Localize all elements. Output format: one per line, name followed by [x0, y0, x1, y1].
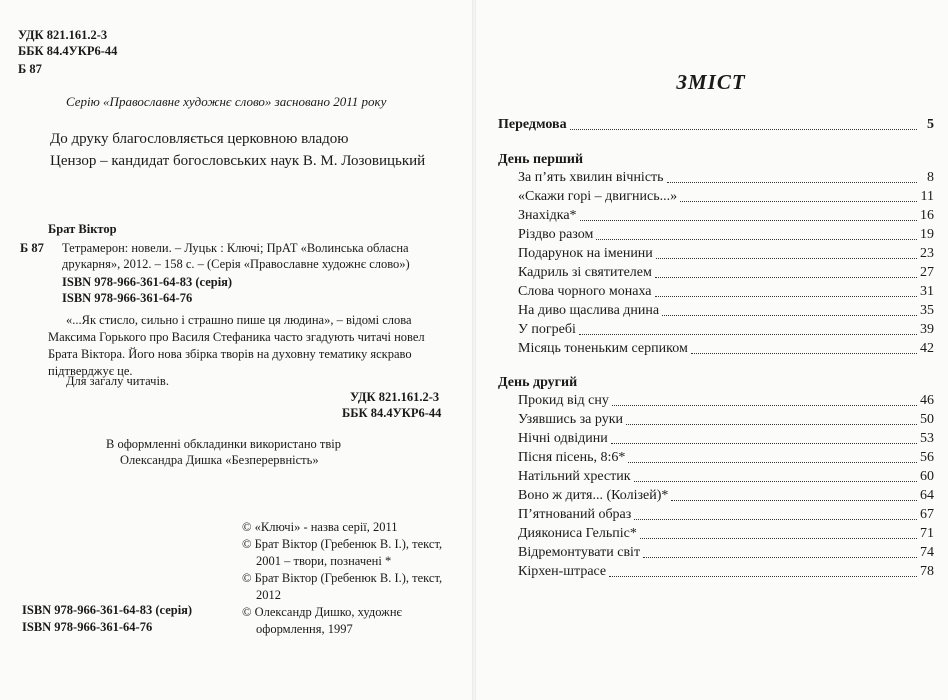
author-mark: Б 87 — [18, 62, 42, 76]
readers-note: Для загалу читачів. — [66, 374, 169, 388]
contents-page — [474, 0, 948, 700]
cover-credit-line: Олександра Дишка «Безперервність» — [120, 453, 319, 467]
toc-row: Різдво разом 19 — [518, 227, 934, 242]
copyright-line: © «Ключі» - назва серії, 2011 — [242, 520, 398, 534]
toc-row: Слова чорного монаха 31 — [518, 284, 934, 299]
annotation-line: Брата Віктора. Його нова збірка творів на духовну тематику яскраво — [48, 347, 412, 361]
toc-row: Пісня пісень, 8:6* 56 — [518, 450, 934, 465]
copyright-line: © Олександр Дишко, художнє — [242, 605, 402, 619]
copyright-line: оформлення, 1997 — [256, 622, 353, 636]
series-note: Серію «Православне художнє слово» засновано 2011 року — [66, 94, 387, 109]
copyright-line: 2001 – твори, позначені * — [256, 554, 392, 568]
biblio-line-2: друкарня», 2012. – 158 с. – (Серія «Православне художнє слово») — [62, 257, 410, 271]
bbk-code-bottom: ББК 84.4УКР6-44 — [342, 406, 442, 420]
toc-row: «Скажи горі – двигнись...» 11 — [518, 189, 934, 204]
copyright-line: 2012 — [256, 588, 281, 602]
toc-row: Кірхен-штрасе 78 — [518, 564, 934, 579]
blessing-line: До друку благословляється церковною владою — [50, 131, 349, 147]
author-name: Брат Віктор — [48, 222, 117, 236]
toc-row: Натільний хрестик 60 — [518, 469, 934, 484]
toc-row: Нічні одвідини 53 — [518, 431, 934, 446]
classification-code: Б 87 — [20, 241, 44, 255]
toc-row: Воно ж дитя... (Колізей)* 64 — [518, 488, 934, 503]
toc-row: Диякониса Гельпіс* 71 — [518, 526, 934, 541]
biblio-line-1: Тетрамерон: новели. – Луцьк : Ключі; ПрАТ «Волинська обласна — [62, 241, 409, 255]
censor-line: Цензор – кандидат богословських наук В. М. Лозовицький — [50, 153, 426, 169]
toc-row: Знахідка* 16 — [518, 208, 934, 223]
toc-row: Кадриль зі святителем 27 — [518, 265, 934, 280]
udk-code-bottom: УДК 821.161.2-3 — [350, 390, 440, 404]
leader-dots — [570, 129, 917, 130]
isbn-series-bottom: ISBN 978-966-361-64-83 (серія) — [22, 603, 193, 617]
cover-credit-line: В оформленні обкладинки використано твір — [106, 437, 341, 451]
isbn-series: ISBN 978-966-361-64-83 (серія) — [62, 275, 233, 289]
annotation-line: «...Як стисло, сильно і страшно пише ця людина», – відомі слова — [66, 313, 412, 327]
toc-row: Місяць тоненьким серпиком 42 — [518, 341, 934, 356]
section-heading-day-1: День перший — [498, 152, 584, 167]
toc-row: П’ятнований образ 67 — [518, 507, 934, 522]
isbn-book-bottom: ISBN 978-966-361-64-76 — [22, 620, 153, 634]
copyright-line: © Брат Віктор (Гребенюк В. І.), текст, — [242, 571, 443, 585]
toc-row: Відремонтувати світ 74 — [518, 545, 934, 560]
toc-row: Узявшись за руки 50 — [518, 412, 934, 427]
toc-row: У погребі 39 — [518, 322, 934, 337]
toc-row-preface — [498, 115, 934, 133]
toc-row: За п’ять хвилин вічність 8 — [518, 170, 934, 185]
toc-row: Подарунок на іменини 23 — [518, 246, 934, 261]
bbk-code: ББК 84.4УКР6-44 — [18, 44, 118, 58]
toc-label: Передмова — [498, 117, 567, 132]
section-heading-day-2: День другий — [498, 375, 578, 390]
annotation-line: підтверджує це. — [48, 364, 133, 378]
toc-page: 5 — [927, 117, 934, 132]
toc-row: На диво щаслива днина 35 — [518, 303, 934, 318]
annotation-line: Максима Горького про Василя Стефаника часто згадують читачі новел — [48, 330, 425, 344]
toc-row: Прокид від сну 46 — [518, 393, 934, 408]
isbn-book: ISBN 978-966-361-64-76 — [62, 291, 193, 305]
copyright-line: © Брат Віктор (Гребенюк В. І.), текст, — [242, 537, 443, 551]
contents-title: ЗМІСТ — [676, 70, 746, 94]
udk-code: УДК 821.161.2-3 — [18, 28, 108, 42]
